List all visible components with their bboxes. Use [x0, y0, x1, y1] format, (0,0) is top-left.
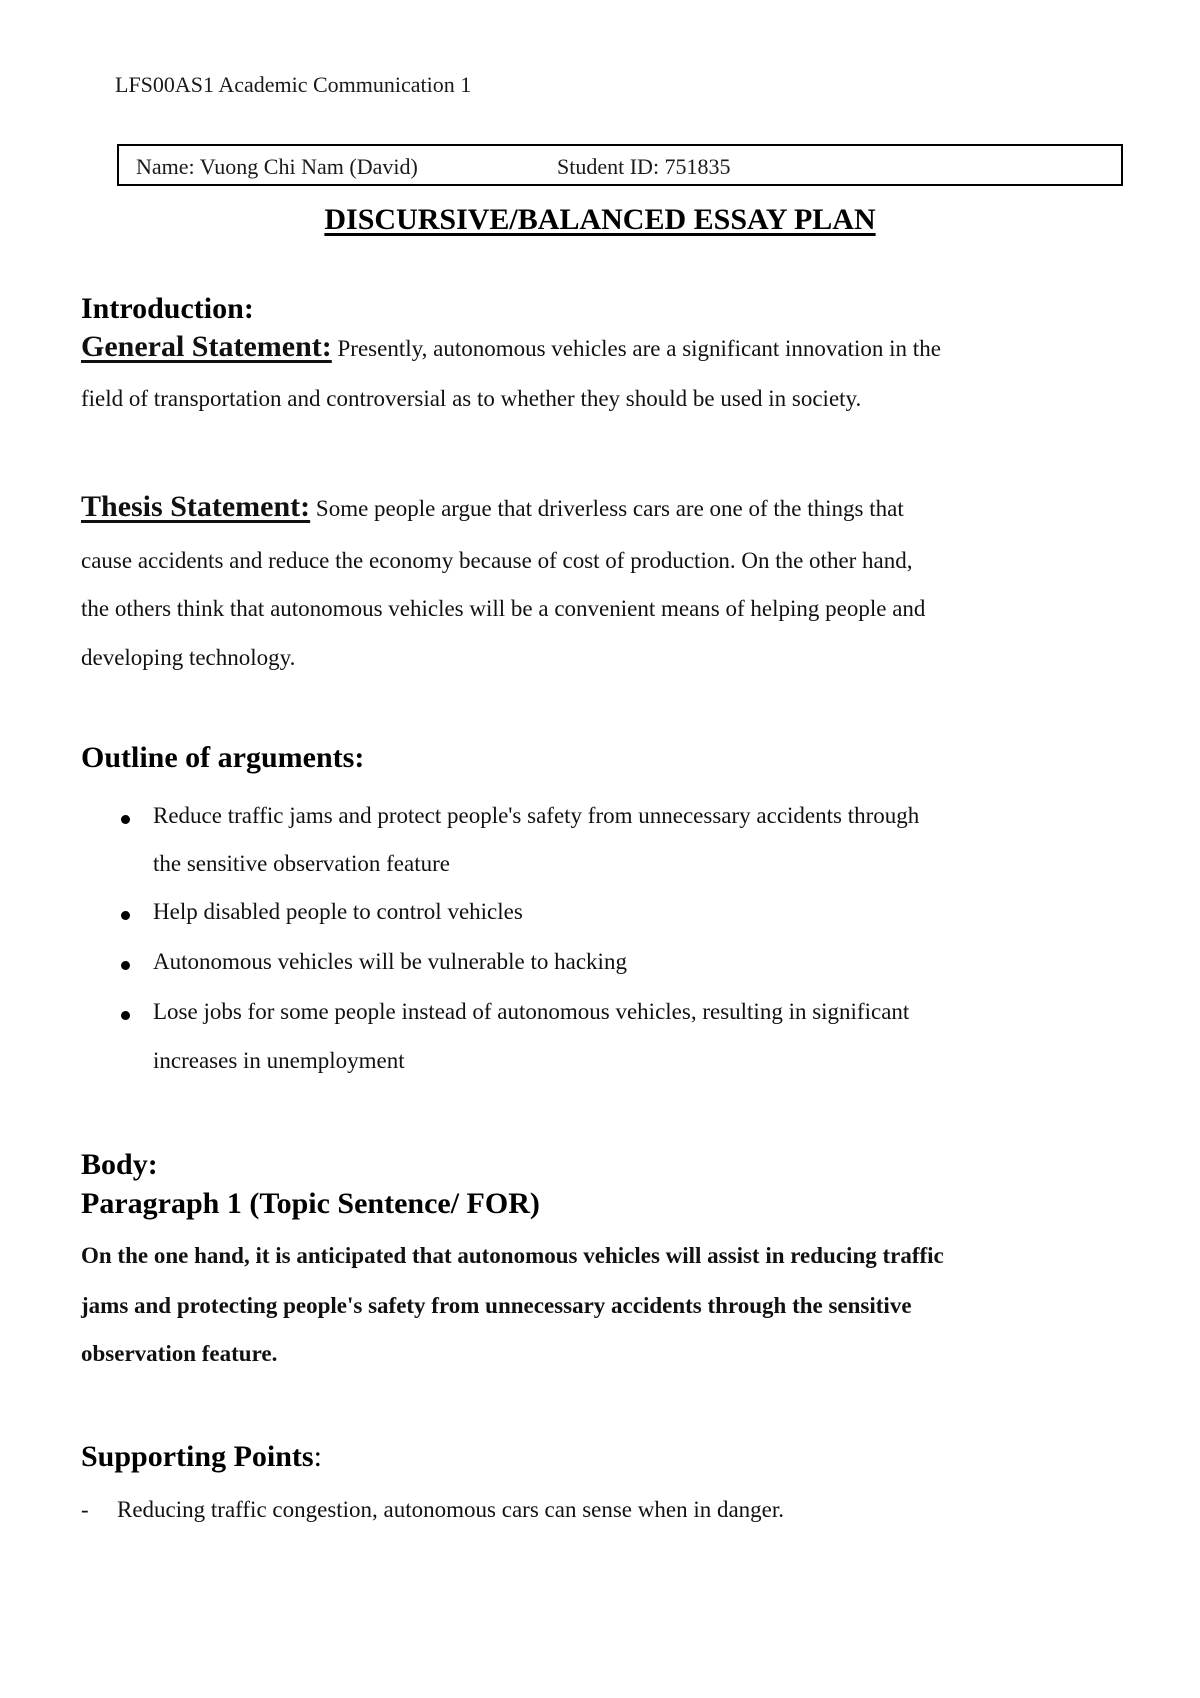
dash-marker: -	[81, 1497, 89, 1522]
outline-item: Help disabled people to control vehicles	[153, 899, 523, 924]
thesis-statement-line: cause accidents and reduce the economy because of cost of production. On the other hand,	[81, 548, 913, 573]
thesis-statement-line: Some people argue that driverless cars are one of the things that	[315, 496, 904, 521]
topic-sentence-line: On the one hand, it is anticipated that autonomous vehicles will assist in reducing traffic	[81, 1243, 944, 1268]
outline-item: Reduce traffic jams and protect people's safety from unnecessary accidents through	[153, 803, 920, 828]
bullet-icon	[121, 961, 130, 970]
course-header: LFS00AS1 Academic Communication 1	[115, 72, 472, 97]
general-statement-label: General Statement:	[81, 330, 332, 363]
supporting-points-colon: :	[313, 1440, 322, 1473]
paragraph1-heading: Paragraph 1 (Topic Sentence/ FOR)	[81, 1187, 540, 1220]
topic-sentence-line: jams and protecting people's safety from unnecessary accidents through the sensitive	[81, 1293, 912, 1318]
general-statement-line: Presently, autonomous vehicles are a significant innovation in the	[337, 336, 941, 361]
supporting-points-heading	[81, 1440, 322, 1474]
topic-sentence-line: observation feature.	[81, 1341, 278, 1366]
thesis-statement-label: Thesis Statement:	[81, 490, 311, 523]
outline-item: Autonomous vehicles will be vulnerable to hacking	[153, 949, 627, 974]
general-statement-line: field of transportation and controversial as to whether they should be used in society.	[81, 386, 862, 411]
supporting-point-text: Reducing traffic congestion, autonomous cars can sense when in danger.	[117, 1497, 785, 1522]
student-name: Name: Vuong Chi Nam (David)	[136, 154, 418, 179]
document-title: DISCURSIVE/BALANCED ESSAY PLAN	[324, 203, 876, 236]
student-info-box	[117, 144, 1123, 186]
thesis-statement-line: developing technology.	[81, 645, 296, 670]
bullet-icon	[121, 815, 130, 824]
outline-item-continuation: increases in unemployment	[153, 1048, 405, 1073]
supporting-points-label: Supporting Points	[81, 1440, 314, 1473]
outline-item: Lose jobs for some people instead of autonomous vehicles, resulting in significant	[153, 999, 910, 1024]
outline-item-continuation: the sensitive observation feature	[153, 851, 450, 876]
bullet-icon	[121, 1011, 130, 1020]
outline-heading: Outline of arguments:	[81, 741, 365, 774]
thesis-statement-line: the others think that autonomous vehicles will be a convenient means of helping people and	[81, 596, 926, 621]
bullet-icon	[121, 911, 130, 920]
body-heading: Body:	[81, 1148, 158, 1181]
introduction-heading: Introduction:	[81, 292, 254, 325]
student-id: Student ID: 751835	[557, 154, 731, 179]
